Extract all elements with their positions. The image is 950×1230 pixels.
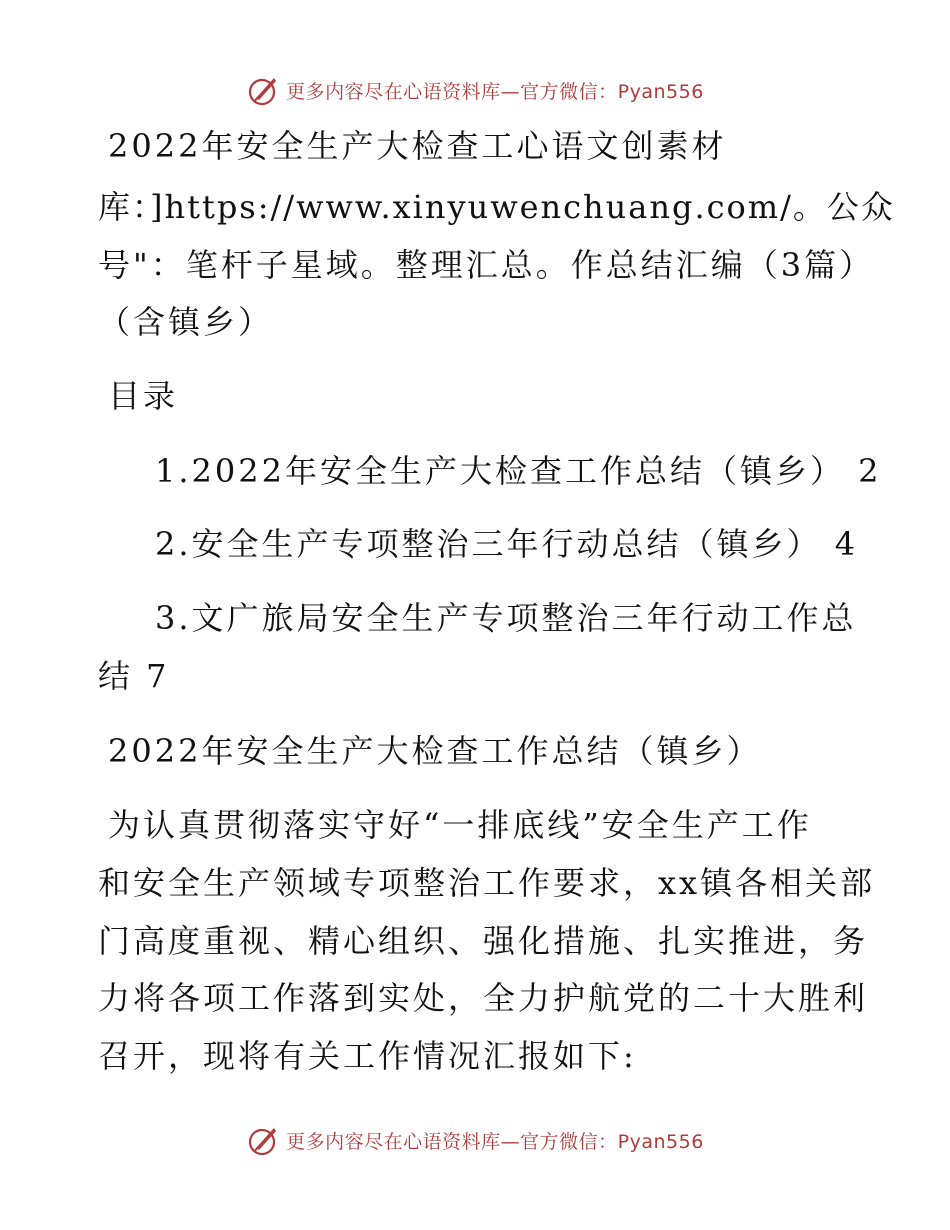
toc-item-1: 1.2022年安全生产大检查工作总结（镇乡） 2: [155, 452, 882, 490]
title-line-4: （含镇乡）: [98, 303, 274, 341]
title-line-1: 2022年安全生产大检查工心语文创素材: [108, 127, 727, 165]
body-line-2: 和安全生产领域专项整治工作要求，xx镇各相关部: [98, 864, 876, 902]
watermark-text: 更多内容尽在心语资料库—官方微信：Pyan556: [286, 1130, 704, 1153]
body-line-5: 召开，现将有关工作情况汇报如下:: [98, 1037, 637, 1075]
body-line-4: 力将各项工作落到实处，全力护航党的二十大胜利: [98, 979, 869, 1017]
toc-item-2: 2.安全生产专项整治三年行动总结（镇乡） 4: [155, 525, 859, 563]
watermark-footer: [0, 1120, 950, 1160]
title-line-3: 号"：笔杆子星域。整理汇总。作总结汇编（3篇）: [98, 246, 875, 284]
watermark-text: 更多内容尽在心语资料库—官方微信：Pyan556: [286, 80, 704, 103]
toc-item-3: 3.文广旅局安全生产专项整治三年行动工作总: [155, 599, 857, 637]
body-line-1: 为认真贯彻落实守好“一排底线”安全生产工作: [108, 806, 812, 844]
title-line-2: 库：]https://www.xinyuwenchuang.com/。公众: [98, 188, 895, 226]
body-line-3: 门高度重视、精心组织、强化措施、扎实推进，务: [98, 922, 869, 960]
watermark-header: [0, 70, 950, 110]
section-title: 2022年安全生产大检查工作总结（镇乡）: [108, 732, 762, 770]
toc-heading: 目录: [108, 377, 179, 415]
toc-item-3-continued: 结 7: [98, 657, 170, 695]
quill-logo-icon: [246, 1122, 282, 1158]
quill-logo-icon: [246, 72, 282, 108]
